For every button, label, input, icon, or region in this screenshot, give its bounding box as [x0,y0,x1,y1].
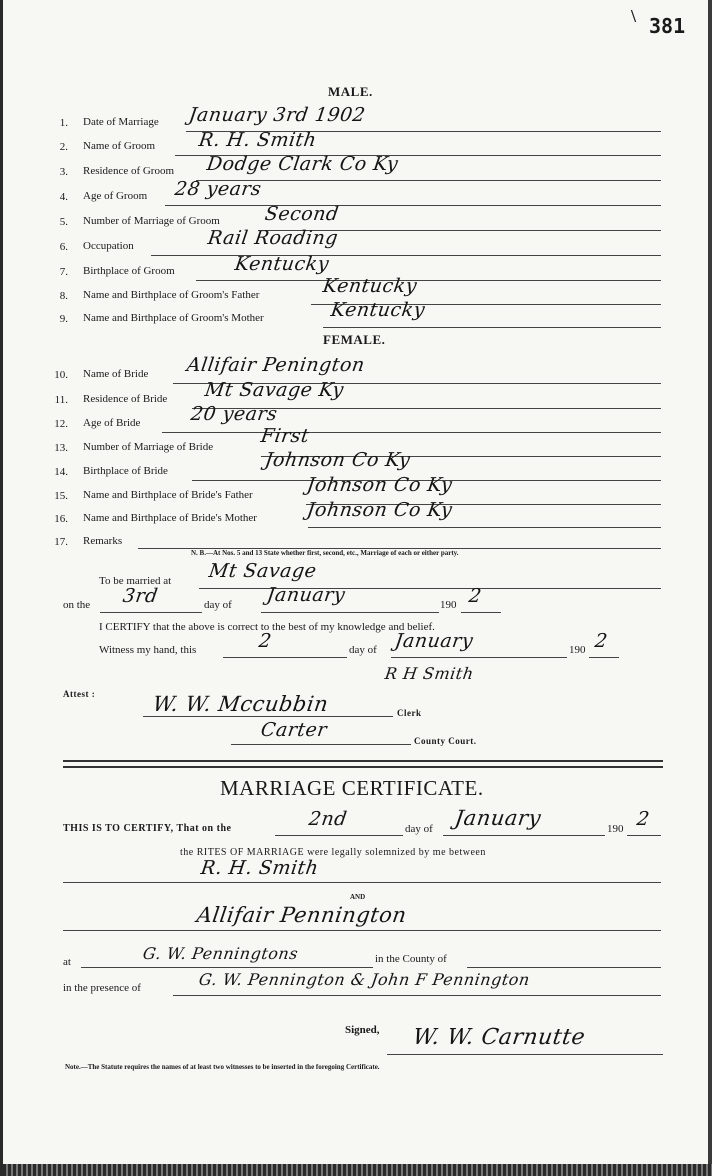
cert-day-of-label: day of [405,823,433,835]
field-label: Residence of Groom [83,165,175,177]
field-number: 11. [54,394,68,406]
county-value: Carter [259,719,329,741]
field-value-brides-father: Johnson Co Ky [305,474,454,496]
county-court-label: County Court. [414,736,477,746]
cert-day-value: 2nd [307,808,349,830]
field-line [151,255,661,256]
cert-day-line [275,835,403,836]
field-number: 2. [59,141,68,153]
cert-bride-value: Allifair Pennington [195,903,409,927]
licence-month-value: January [265,584,347,606]
cert-year-suffix: 2 [635,808,652,830]
page-mark: \ [631,6,637,26]
field-label: Age of Groom [83,190,148,202]
year-line [461,612,501,613]
applicant-signature: R H Smith [383,664,475,683]
certificate-title: MARRIAGE CERTIFICATE. [220,776,484,800]
field-number: 5. [59,216,68,228]
field-value-residence-of-bride: Mt Savage Ky [203,379,346,401]
clerk-signature: W. W. Mccubbin [151,692,330,716]
field-label: Number of Marriage of Bride [83,441,214,453]
licence-year-suffix: 2 [467,585,484,607]
day-of-label: day of [204,599,232,611]
field-value-grooms-mother: Kentucky [329,299,427,321]
witness-year-line [589,657,619,658]
section-male-heading: MALE. [328,84,373,99]
clerk-line [143,716,393,717]
field-value-birthplace-of-groom: Kentucky [233,253,331,275]
on-the-label: on the [63,599,91,611]
cert-month-value: January [453,806,543,830]
field-value-occupation: Rail Roading [206,227,340,249]
cert-groom-value: R. H. Smith [199,857,321,879]
married-at-label: To be married at [99,575,172,587]
field-number: 14. [54,466,68,478]
cert-place-value: G. W. Penningtons [141,944,300,963]
field-value-marriage-number-groom: Second [263,203,341,225]
field-line [308,527,661,528]
field-value-age-of-groom: 28 years [173,178,263,200]
witness-day-line [223,657,347,658]
nb-note: N. B.—At Nos. 5 and 13 State whether first, second, etc., Marriage of each or either party. [191,549,459,557]
cert-place-line [81,967,373,968]
field-line [196,180,661,181]
cert-year-line [627,835,661,836]
field-label: Name and Birthplace of Bride's Father [83,489,253,501]
field-label: Name of Bride [83,368,149,380]
field-value-grooms-father: Kentucky [321,275,419,297]
cert-groom-line [63,882,661,883]
county-line [231,744,411,745]
field-number: 6. [59,241,68,253]
field-label: Remarks [83,535,123,547]
married-at-value: Mt Savage [207,560,318,582]
field-label: Birthplace of Groom [83,265,175,277]
cert-and-label: AND [350,893,366,901]
cert-bride-line [63,930,661,931]
cert-this-is-label: THIS IS TO CERTIFY, That on the [63,823,232,834]
certify-statement: I CERTIFY that the above is correct to the best of my knowledge and belief. [99,621,435,633]
officiant-signature: W. W. Carnutte [411,1025,587,1050]
field-line [196,280,661,281]
field-number: 16. [54,513,68,525]
field-value-birthplace-of-bride: Johnson Co Ky [263,449,412,471]
field-label: Residence of Bride [83,393,168,405]
on-the-line [100,612,202,613]
field-label: Name and Birthplace of Groom's Mother [83,312,264,324]
cert-month-line [443,835,605,836]
field-label: Age of Bride [83,417,141,429]
licence-day-value: 3rd [121,585,160,607]
field-number: 8. [59,290,68,302]
cert-presence-label: in the presence of [63,982,141,994]
field-value-marriage-number-bride: First [259,425,311,447]
witness-year-suffix: 2 [593,630,610,652]
witness-month-line [391,657,567,658]
field-label: Name and Birthplace of Bride's Mother [83,512,257,524]
field-number: 10. [54,369,68,381]
field-number: 12. [54,418,68,430]
field-label: Name of Groom [83,140,156,152]
cert-county-label: in the County of [375,953,447,965]
scan-edge-right [708,0,712,1176]
field-number: 13. [54,442,68,454]
cert-year-prefix: 190 [607,823,624,835]
field-value-age-of-bride: 20 years [189,403,279,425]
attest-label: Attest : [63,689,96,699]
licence-year-prefix: 190 [440,599,457,611]
cert-note: Note.—The Statute requires the names of at least two witnesses to be inserted in the foregoing Certificate. [65,1063,380,1071]
field-line [162,432,661,433]
cert-witnesses-line [173,995,661,996]
day-of-line [261,612,439,613]
field-line [165,205,661,206]
scan-edge-bottom [3,1164,712,1176]
field-number: 7. [59,266,68,278]
field-label: Number of Marriage of Groom [83,215,220,227]
field-label: Name and Birthplace of Groom's Father [83,289,260,301]
field-number: 15. [54,490,68,502]
clerk-label: Clerk [397,708,422,718]
field-line [323,327,661,328]
field-label: Birthplace of Bride [83,465,168,477]
section-divider [63,760,663,768]
page-number: 381 [649,14,686,38]
witness-month-value: January [393,630,475,652]
cert-rites-text: the RITES OF MARRIAGE were legally solemnized by me between [180,847,486,858]
cert-signed-label: Signed, [345,1024,380,1036]
field-number: 9. [59,313,68,325]
cert-witnesses-value: G. W. Pennington & John F Pennington [197,970,532,989]
field-number: 17. [54,536,68,548]
field-number: 3. [59,166,68,178]
cert-at-label: at [63,956,71,968]
field-value-name-of-groom: R. H. Smith [197,129,319,151]
witness-day-of-label: day of [349,644,377,656]
witness-year-prefix: 190 [569,644,586,656]
section-female-heading: FEMALE. [323,332,386,347]
field-value-date-of-marriage: January 3rd 1902 [187,104,367,126]
cert-county-line [467,967,661,968]
witness-day-value: 2 [257,630,274,652]
field-number: 4. [59,191,68,203]
field-value-residence-of-groom: Dodge Clark Co Ky [205,153,400,175]
field-number: 1. [59,117,68,129]
field-value-name-of-bride: Allifair Penington [185,354,367,376]
field-value-brides-mother: Johnson Co Ky [305,499,454,521]
witness-label: Witness my hand, this [99,644,197,656]
field-label: Occupation [83,240,134,252]
field-label: Date of Marriage [83,116,159,128]
cert-signed-line [387,1054,663,1055]
